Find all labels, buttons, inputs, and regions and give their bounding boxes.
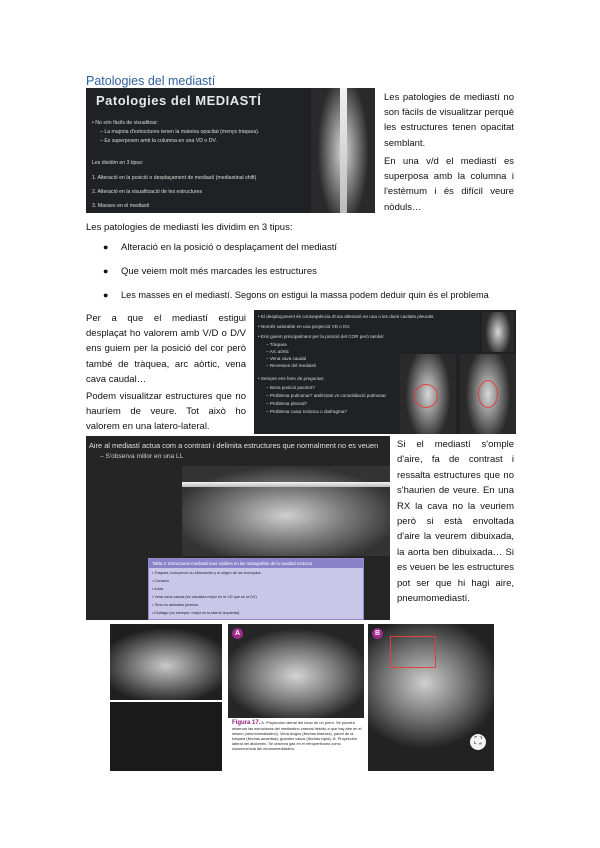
paragraph-structures: Podem visualitzar estructures que no hauríem de veure. Tot això ho valorem en una latero-lateral.	[86, 391, 246, 433]
slide-bullet: – Arc aòrtic	[266, 349, 289, 354]
slide-caption: Aire al mediastí actua com a contrast i delimita estructures que normalment no es veuen	[89, 441, 379, 450]
page-heading: Patologies del mediastí	[86, 74, 216, 88]
slide-bullet: – Bona posició pacient?	[266, 385, 315, 390]
bullet-dot: ●	[103, 290, 109, 300]
paragraph-pneumomediastinum: Si el mediastí s'omple d'aire, fa de contrast i ressalta estructures que no s'haurien de veure. En una RX la cava no la veuriem però si està envoltada d'aire la veurem dibuixada, la aorta ben dibuixada… Si es veuen be les estructures pot ser que hi hagi aire, pneumomediastí.	[397, 439, 514, 605]
slide-bullet: – Problema pleural?	[266, 401, 308, 406]
xray-lateral-image	[110, 624, 222, 700]
slide-bullet: 1. Alteració en la posició o desplaçament de mediastí (mediastinal shift)	[92, 175, 257, 181]
table-row: • Timo en animales jóvenes	[152, 603, 199, 607]
xray-shift-image	[400, 354, 456, 434]
figure-b-badge: B	[372, 628, 383, 639]
slide-subcaption: – S'observa millor en una LL	[100, 453, 184, 460]
table-row: • Esófago (no siempre, mejor en la lateral izquierda)	[152, 611, 240, 615]
figure-caption	[232, 720, 362, 752]
figure-label: Figura 17.	[232, 720, 261, 726]
xray-figure-a	[228, 624, 364, 718]
slide-bullet: – Es superposen amb la columna en una VD o DV.	[100, 138, 217, 144]
table-title: Tabla 2. Estructuras mediastínicas visibles en las radiografías de la cavidad torácica	[149, 559, 363, 568]
slide-bullet: • No són fàcils de visualitzar:	[92, 120, 159, 126]
slide-bullet: 3. Masses en el mediastí	[92, 203, 150, 209]
table-row: • Tráquea, incluyendo su bifurcación y el origen de los bronquios	[152, 571, 261, 575]
slide-bullet: 2. Alteració en la visualització de les estructures	[92, 189, 203, 195]
slide-mediastinal-shift	[254, 310, 516, 434]
structures-table	[148, 558, 364, 620]
figure-text: A. Proyección lateral del tórax de un perro. Se pueden observar las estructuras del mediastino craneal debido a que hay aire en el mismo (neumomediastino). Vena ácigos (flechas blancas), pared de la tráquea (flechas amarillas), grandes vasos (flechas rojas). B. Proyección lateral del abdomen. Se observa gas en el retroperitoneo como consecuencia del neumomediastino.	[232, 720, 362, 752]
list-item: Alteració en la posició o desplaçament del mediastí	[121, 242, 337, 253]
table-row: • Corazón	[152, 579, 169, 583]
slide-bullet: – Tràquea	[266, 342, 287, 347]
slide-bullet: – Problema caixa toràcica o diafragma?	[266, 409, 347, 414]
bullet-dot: ●	[103, 242, 109, 252]
xray-collage	[110, 624, 494, 771]
paragraph-opacity: Les patologies de mediastí no son fàcils de visualitzar perquè les estructures tenen opacitat semblant.	[384, 92, 514, 149]
paragraph-vd: En una v/d el mediastí es superposa amb la columna i l'estèmum i és difícil veure nòduls…	[384, 156, 514, 213]
slide-bullet: • El desplaçament és conseqüència d'una alteració en una o les dues cavitats pleurals	[258, 314, 434, 319]
list-item: Que veiem molt més marcades les estructures	[121, 266, 317, 277]
slide-bullet: Les dividim en 3 tipus:	[92, 160, 144, 166]
xray-small-image	[482, 312, 514, 352]
slide-bullet: – Vena cava caudal	[266, 356, 307, 361]
list-item: Les masses en el mediastí. Segons on estigui la massa podem deduir quin és el problema	[121, 290, 489, 300]
slide-bullet: • Només valorable en una projecció VD o DV.	[258, 324, 351, 329]
slide-bullet: • Sempre ens hem de preguntar:	[258, 376, 325, 381]
slide-bullet: • Ens guiem principalment per la posició del COR però també:	[258, 334, 385, 339]
zoom-icon[interactable]: ⛶	[470, 734, 486, 750]
figure-a-badge: A	[232, 628, 243, 639]
bullet-dot: ●	[103, 266, 109, 276]
xray-shift-image	[460, 354, 516, 434]
xray-background-panel	[110, 702, 222, 771]
slide-bullet: – La majoria d'estructures tenen la mateixa opacitat (menys tràquea).	[100, 129, 260, 135]
slide-bullet: – Recessos del mediastí	[266, 363, 317, 368]
xray-lateral-image	[182, 466, 390, 556]
slide-pneumomediastinum	[86, 436, 390, 620]
slide-title: Patologies del MEDIASTÍ	[96, 93, 262, 108]
slide-bullet: – Problema pulmonar? atelèctasi vs consolidació pulmonar	[266, 393, 387, 398]
table-row: • Vena cava caudal (se visualiza mejor en la VD que en la DV)	[152, 595, 257, 599]
paragraph-shift: Per a que el mediastí estigui desplaçat ho valorem amb V/D o D/V ens guiem per la posició del cor però també de tràquea, arc aòrtic, vena cava caudal…	[86, 313, 246, 385]
table-row: • Aorta	[152, 587, 164, 591]
paragraph-intro: Les patologies de mediastí les dividim en 3 tipus:	[86, 222, 293, 233]
